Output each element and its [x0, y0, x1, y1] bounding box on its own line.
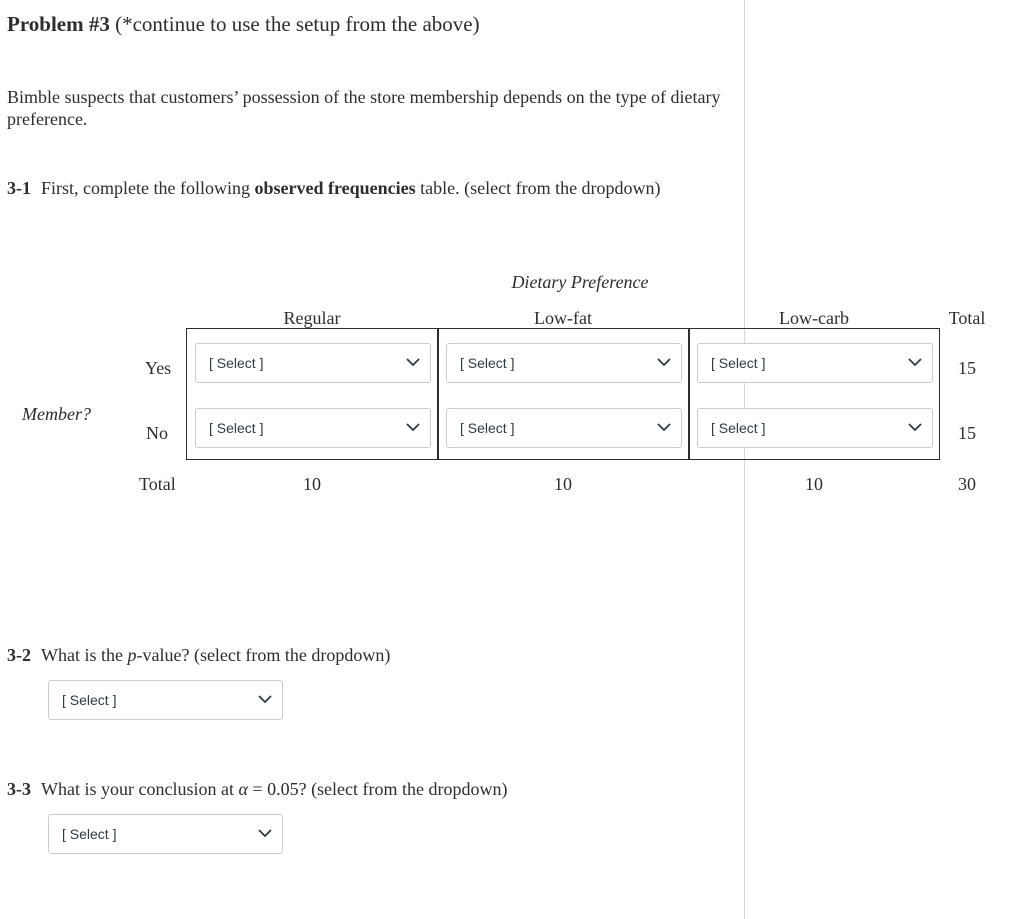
column-total-low-carb: 10	[805, 474, 823, 494]
column-header-low-fat: Low-fat	[534, 308, 592, 328]
chevron-down-icon	[406, 358, 420, 367]
select-no-regular[interactable]: [ Select ]	[195, 408, 431, 448]
chevron-down-icon	[258, 695, 272, 704]
chevron-down-icon	[657, 423, 671, 432]
row-header-no: No	[146, 423, 168, 443]
select-yes-regular[interactable]: [ Select ]	[195, 343, 431, 383]
problem-title: Problem #3 (*continue to use the setup from the above)	[7, 12, 480, 36]
question-number: 3-2	[7, 645, 31, 665]
chevron-down-icon	[657, 358, 671, 367]
question-3-3: 3-3 What is your conclusion at α = 0.05? (select from the dropdown)	[7, 779, 508, 799]
column-header-regular: Regular	[283, 308, 341, 328]
chevron-down-icon	[908, 423, 922, 432]
select-no-low-carb[interactable]: [ Select ]	[697, 408, 933, 448]
select-no-low-fat[interactable]: [ Select ]	[446, 408, 682, 448]
column-total-low-fat: 10	[554, 474, 572, 494]
question-number: 3-3	[7, 779, 31, 799]
row-total-no: 15	[958, 423, 976, 443]
question-3-1: 3-1 First, complete the following observed frequencies table. (select from the dropdown)	[7, 178, 661, 198]
row-header-yes: Yes	[145, 358, 172, 378]
question-3-2: 3-2 What is the p-value? (select from the dropdown)	[7, 645, 391, 665]
row-group-label: Member?	[22, 404, 91, 424]
question-number: 3-1	[7, 178, 31, 198]
p-value-select[interactable]: [ Select ]	[48, 680, 283, 720]
column-header-low-carb: Low-carb	[779, 308, 849, 328]
column-header-total: Total	[948, 308, 986, 328]
column-divider	[688, 329, 690, 459]
chevron-down-icon	[258, 829, 272, 838]
problem-intro: Bimble suspects that customers’ possession of the store membership depends on the type of dietary preference.	[7, 87, 721, 129]
conclusion-select[interactable]: [ Select ]	[48, 814, 283, 854]
chevron-down-icon	[908, 358, 922, 367]
select-yes-low-carb[interactable]: [ Select ]	[697, 343, 933, 383]
observed-frequency-table	[186, 328, 940, 460]
chevron-down-icon	[406, 423, 420, 432]
total-row-label: Total	[139, 474, 176, 494]
column-divider	[437, 329, 439, 459]
select-yes-low-fat[interactable]: [ Select ]	[446, 343, 682, 383]
column-total-regular: 10	[303, 474, 321, 494]
row-total-yes: 15	[958, 358, 976, 378]
column-group-label: Dietary Preference	[511, 272, 649, 292]
grand-total: 30	[958, 474, 976, 494]
